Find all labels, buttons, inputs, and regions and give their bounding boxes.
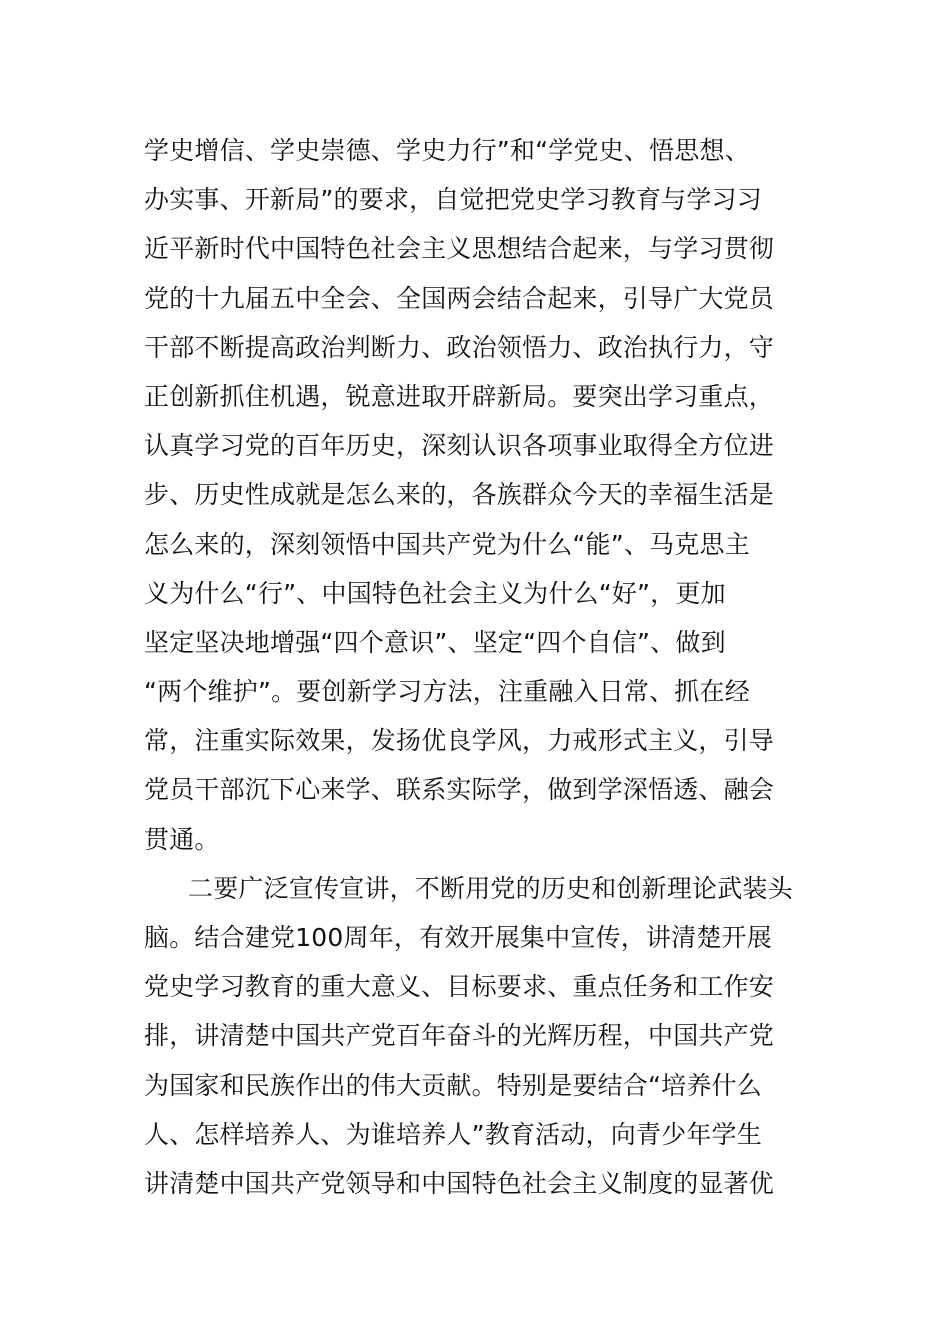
text-line: 怎么来的，深刻领悟中国共产党为什么“能”、马克思主 [144, 529, 750, 559]
text-line: 贯通。 [144, 824, 220, 854]
text-line: 坚定坚决地增强“四个意识”、坚定“四个自信”、做到 [144, 627, 726, 657]
text-line: 排，讲清楚中国共产党百年奋斗的光辉历程，中国共产党 [144, 1021, 775, 1051]
text-line: 办实事、开新局”的要求，自觉把党史学习教育与学习习 [144, 185, 762, 215]
text-line: 义为什么“行”、中国特色社会主义为什么“好”，更加 [144, 578, 726, 608]
text-line: 人、怎样培养人、为谁培养人”教育活动，向青少年学生 [144, 1119, 762, 1149]
text-line: 党史学习教育的重大意义、目标要求、重点任务和工作安 [144, 972, 775, 1002]
text-line: 正创新抓住机遇，锐意进取开辟新局。要突出学习重点， [144, 381, 775, 411]
body-text [144, 126, 814, 1208]
text-line: 干部不断提高政治判断力、政治领悟力、政治执行力，守 [144, 332, 775, 362]
text-line: 常，注重实际效果，发扬优良学风，力戒形式主义，引导 [144, 726, 775, 756]
text-line: “两个维护”。要创新学习方法，注重融入日常、抓在经 [144, 677, 750, 707]
text-line: 党员干部沉下心来学、联系实际学，做到学深悟透、融会 [144, 775, 775, 805]
text-line: 讲清楚中国共产党领导和中国特色社会主义制度的显著优 [144, 1168, 775, 1198]
text-line: 为国家和民族作出的伟大贡献。特别是要结合“培养什么 [144, 1070, 762, 1100]
paragraph-start-line: 二要广泛宣传宣讲，不断用党的历史和创新理论武装头 [188, 873, 793, 903]
text-line: 认真学习党的百年历史，深刻认识各项事业取得全方位进 [144, 431, 775, 461]
text-line: 脑。结合建党100周年，有效开展集中宣传，讲清楚开展 [144, 923, 772, 952]
text-line: 党的十九届五中全会、全国两会结合起来，引导广大党员 [144, 283, 775, 313]
text-line: 近平新时代中国特色社会主义思想结合起来，与学习贯彻 [144, 234, 775, 264]
text-line: 学史增信、学史崇德、学史力行”和“学党史、悟思想、 [144, 136, 750, 165]
text-line: 步、历史性成就是怎么来的，各族群众今天的幸福生活是 [144, 480, 775, 510]
